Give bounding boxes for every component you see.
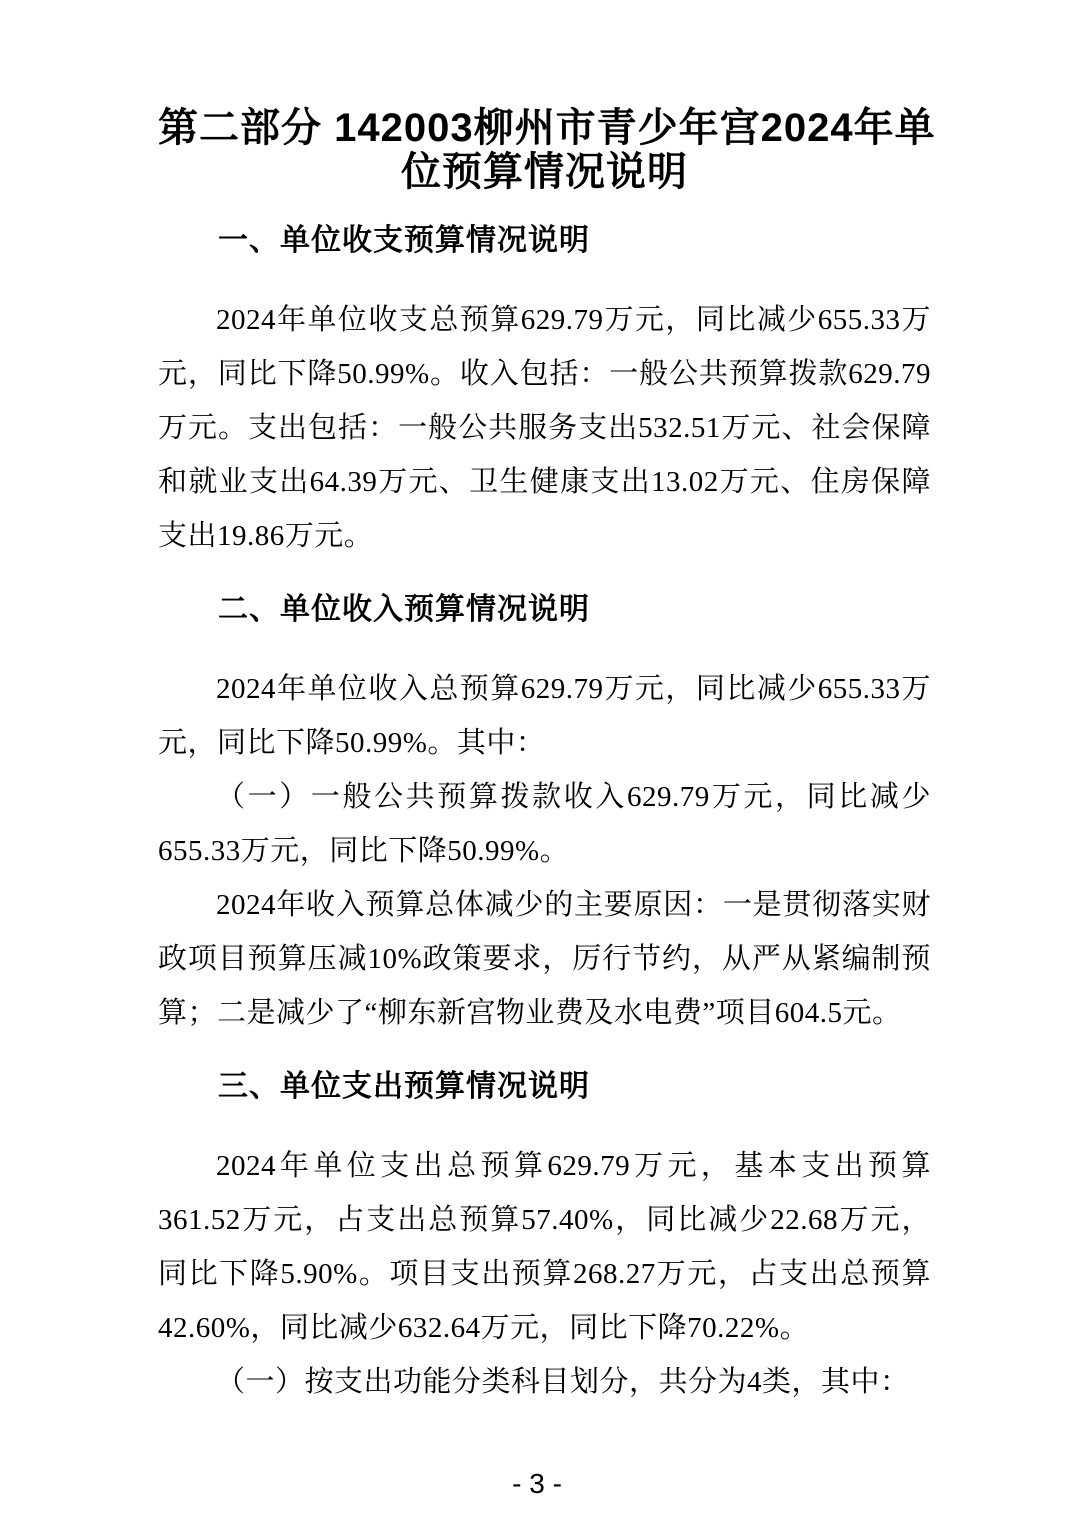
section-expenditure-budget [158, 1060, 931, 1409]
section-2-paragraph-3: 2024年收入预算总体减少的主要原因：一是贯彻落实财政项目预算压减10%政策要求，厉行节约，从严从紧编制预算；二是减少了“柳东新宫物业费及水电费”项目604.5元。 [158, 889, 931, 1029]
section-2-paragraph-1: 2024年单位收入总预算629.79万元，同比减少655.33万元，同比下降50.99%。其中： [158, 673, 931, 759]
section-3-paragraph-1: 2024年单位支出总预算629.79万元，基本支出预算361.52万元，占支出总预算57.40%，同比减少22.68万元，同比下降5.90%。项目支出预算268.27万元，占支出总预算42.60%，同比减少632.64万元，同比下降70.22%。 [158, 1150, 931, 1344]
document-text-block [158, 106, 936, 1409]
document-title-line-1: 第二部分 142003柳州市青少年宫2024年单 [158, 106, 936, 150]
section-income-budget [158, 583, 931, 1040]
section-1-heading: 一、单位收支预算情况说明 [218, 224, 590, 257]
section-1-paragraph-1: 2024年单位收支总预算629.79万元，同比减少655.33万元，同比下降50.99%。收入包括：一般公共预算拨款629.79万元。支出包括：一般公共服务支出532.51万元、社会保障和就业支出64.39万元、卫生健康支出13.02万元、住房保障支出19.86万元。 [158, 304, 931, 552]
section-3-paragraph-2: （一）按支出功能分类科目划分，共分为4类，其中： [216, 1366, 910, 1398]
page-number: - 3 - [512, 1468, 562, 1499]
document-title-line-2: 位预算情况说明 [401, 150, 688, 194]
section-2-paragraph-2: （一）一般公共预算拨款收入629.79万元，同比减少655.33万元，同比下降50.99%。 [158, 781, 931, 867]
document-title [158, 106, 936, 194]
section-2-heading: 二、单位收入预算情况说明 [218, 593, 590, 626]
section-revenue-expenditure-summary [158, 214, 931, 563]
section-3-heading: 三、单位支出预算情况说明 [218, 1070, 590, 1103]
